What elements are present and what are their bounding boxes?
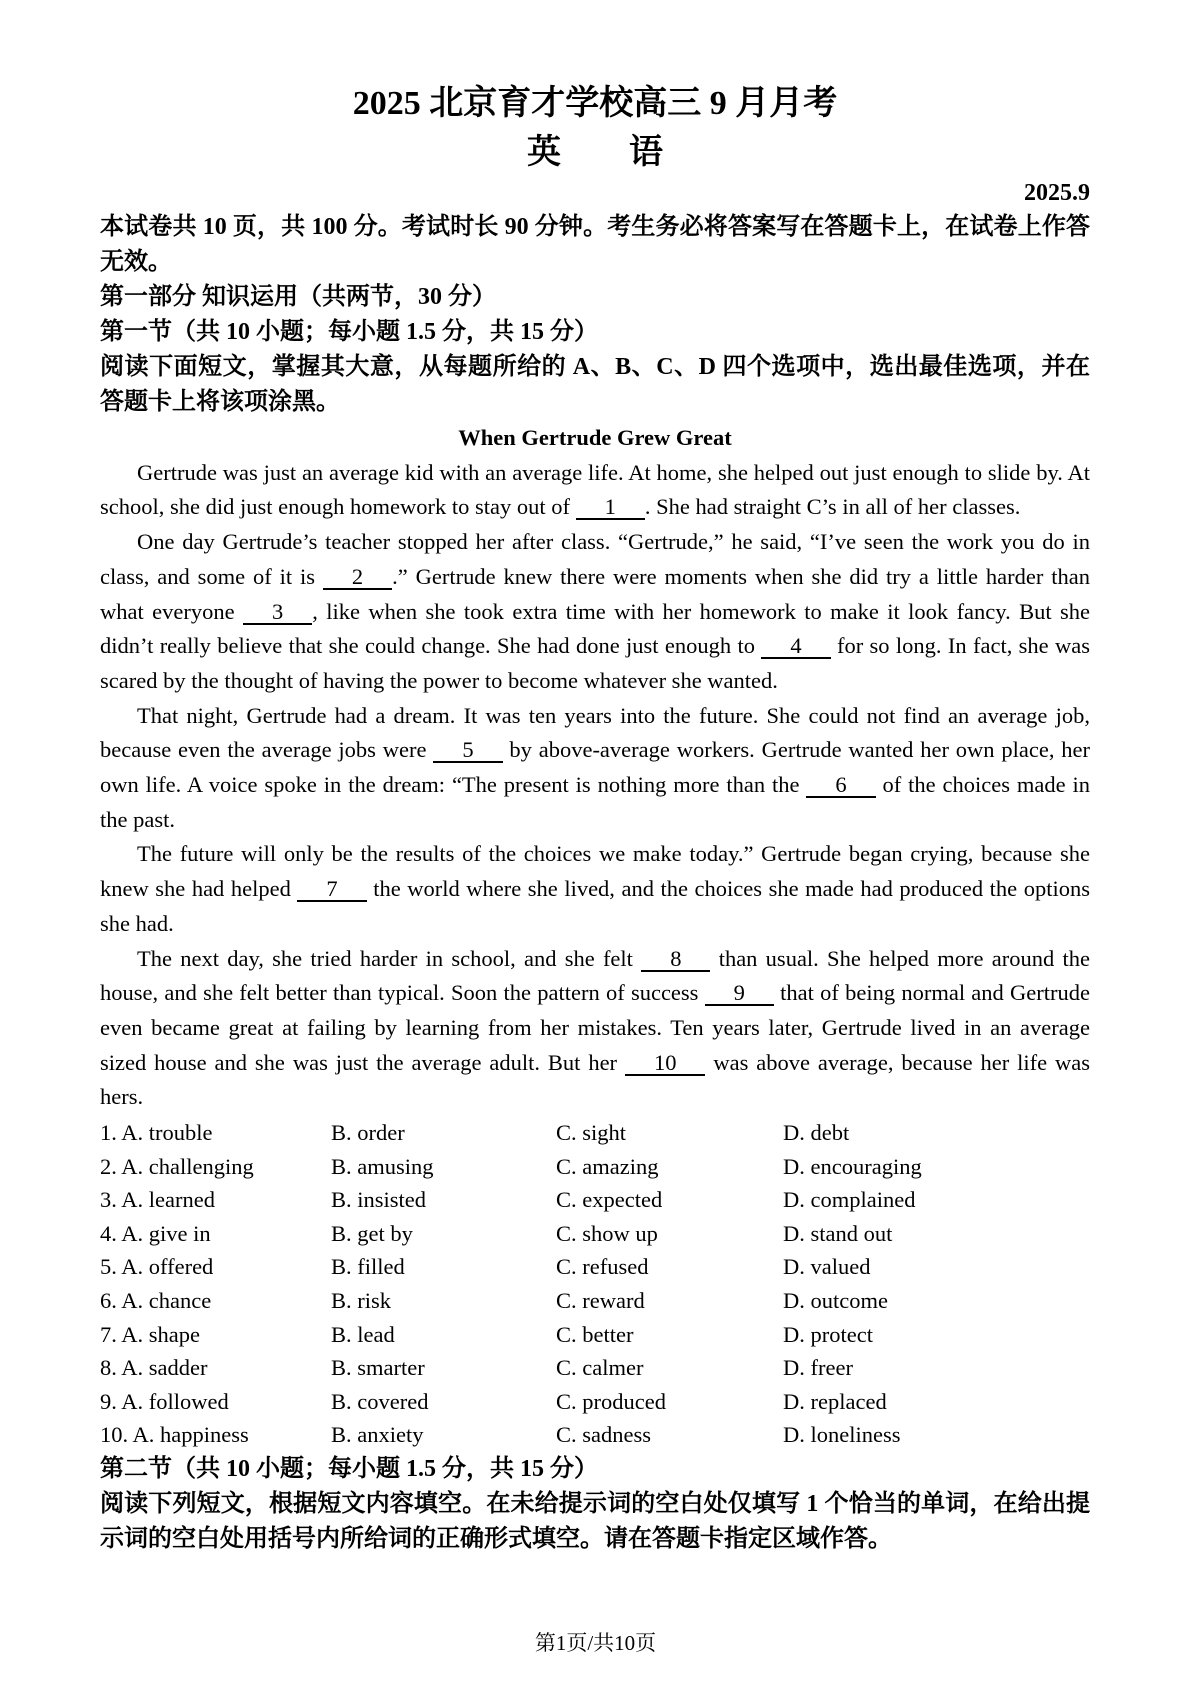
option-cell: D. protect [783, 1321, 873, 1347]
option-cell: B. lead [331, 1321, 395, 1347]
passage-paragraph: The next day, she tried harder in school, and she felt 8 than usual. She helped more around the house, and she felt better than typical. Soon the pattern of success 9 that of being normal and Gertrude even became great at failing by learning from her mistakes. Ten years later, Gertrude lived in an average sized house and she was just the average adult. But her 10 was above average, because her life was hers. [100, 945, 1091, 1110]
option-cell: C. expected [556, 1187, 663, 1213]
option-cell: B. anxiety [331, 1422, 424, 1448]
option-cell: 7. A. shape [100, 1321, 200, 1347]
cloze-blank-3: 3 [243, 600, 312, 625]
section1-heading: 第一节（共 10 小题；每小题 1.5 分，共 15 分） [100, 319, 598, 345]
option-cell: 10. A. happiness [100, 1422, 249, 1448]
part1-heading: 第一部分 知识运用（共两节，30 分） [100, 284, 496, 310]
cloze-blank-1: 1 [576, 495, 645, 520]
exam-title: 2025 北京育才学校高三 9 月月考 [352, 85, 838, 122]
passage-paragraph: One day Gertrude’s teacher stopped her after class. “Gertrude,” he said, “I’ve seen the work you do in class, and some of it is 2 .” Gertrude knew there were moments when she did try a little harder than what everyone 3 , like when she took extra time with her homework to make it look fancy. But she didn’t really believe that she could change. She had done just enough to 4 for so long. In fact, she was scared by the thought of having the power to become whatever she wanted. [100, 529, 1091, 693]
option-cell: C. refused [556, 1254, 649, 1280]
option-row [100, 1351, 1090, 1385]
passage-paragraph: That night, Gertrude had a dream. It was ten years into the future. She could not find an average job, because even the average jobs were 5 by above-average workers. Gertrude wanted her own place, her own life. A voice spoke in the dream: “The present is nothing more than the 6 of the choices made in the past. [100, 702, 1091, 832]
option-cell: C. reward [556, 1288, 645, 1314]
option-cell: B. filled [331, 1254, 405, 1280]
section2-directions: 阅读下列短文，根据短文内容填空。在未给提示词的空白处仅填写 1 个恰当的单词，在给出提示词的空白处用括号内所给词的正确形式填空。请在答题卡指定区域作答。 [100, 1491, 1090, 1552]
option-cell: C. show up [556, 1220, 658, 1246]
cloze-passage [100, 456, 1090, 1115]
option-cell: 4. A. give in [100, 1220, 211, 1246]
cloze-blank-4: 4 [761, 634, 830, 659]
option-cell: C. produced [556, 1388, 666, 1414]
option-cell: D. encouraging [783, 1153, 922, 1179]
option-row [100, 1217, 1090, 1251]
exam-date: 2025.9 [1024, 180, 1090, 206]
option-cell: D. loneliness [783, 1422, 901, 1448]
option-cell: C. amazing [556, 1153, 659, 1179]
option-cell: 5. A. offered [100, 1254, 214, 1280]
exam-info: 本试卷共 10 页，共 100 分。考试时长 90 分钟。考生务必将答案写在答题卡上，在试卷上作答无效。 [100, 214, 1090, 275]
option-cell: C. sight [556, 1120, 627, 1146]
option-cell: B. smarter [331, 1355, 425, 1381]
cloze-blank-7: 7 [297, 877, 366, 902]
option-cell: 8. A. sadder [100, 1355, 208, 1381]
option-row [100, 1150, 1090, 1184]
option-cell: B. covered [331, 1388, 429, 1414]
cloze-blank-6: 6 [806, 773, 875, 798]
option-row [100, 1385, 1090, 1419]
option-row [100, 1116, 1090, 1150]
option-cell: B. order [331, 1120, 405, 1146]
option-cell: D. valued [783, 1254, 871, 1280]
option-cell: D. stand out [783, 1220, 893, 1246]
option-cell: B. insisted [331, 1187, 427, 1213]
option-row [100, 1418, 1090, 1452]
option-cell: B. get by [331, 1220, 413, 1246]
section2-heading: 第二节（共 10 小题；每小题 1.5 分，共 15 分） [100, 1456, 598, 1482]
option-cell: C. sadness [556, 1422, 651, 1448]
option-row [100, 1183, 1090, 1217]
option-cell: D. outcome [783, 1288, 888, 1314]
option-cell: D. complained [783, 1187, 916, 1213]
option-cell: B. amusing [331, 1153, 434, 1179]
option-cell: D. debt [783, 1120, 850, 1146]
cloze-blank-8: 8 [641, 947, 710, 972]
option-row [100, 1250, 1090, 1284]
option-cell: 6. A. chance [100, 1288, 212, 1314]
option-cell: D. freer [783, 1355, 853, 1381]
subject-title: 英 语 [527, 134, 663, 171]
option-cell: 2. A. challenging [100, 1153, 254, 1179]
option-cell: 9. A. followed [100, 1388, 229, 1414]
option-cell: 3. A. learned [100, 1187, 215, 1213]
cloze-blank-2: 2 [323, 565, 392, 590]
option-cell: D. replaced [783, 1388, 887, 1414]
passage-paragraph: Gertrude was just an average kid with an average life. At home, she helped out just enough to slide by. At school, she did just enough homework to stay out of 1 . She had straight C’s in all of her classes. [100, 459, 1090, 520]
cloze-blank-9: 9 [705, 981, 774, 1006]
cloze-options-table [100, 1116, 1090, 1452]
cloze-blank-5: 5 [433, 738, 502, 763]
page-footer: 第1页/共10页 [534, 1631, 657, 1655]
passage-title: When Gertrude Grew Great [458, 425, 732, 450]
option-cell: 1. A. trouble [100, 1120, 213, 1146]
option-cell: C. better [556, 1321, 634, 1347]
passage-paragraph: The future will only be the results of the choices we make today.” Gertrude began crying, because she knew she had helped 7 the world where she lived, and the choices she made had produced the options she had. [100, 841, 1090, 936]
option-row [100, 1318, 1090, 1352]
cloze-blank-10: 10 [625, 1051, 706, 1076]
option-row [100, 1284, 1090, 1318]
option-cell: C. calmer [556, 1355, 644, 1381]
option-cell: B. risk [331, 1288, 392, 1314]
section1-directions: 阅读下面短文，掌握其大意，从每题所给的 A、B、C、D 四个选项中，选出最佳选项，并在答题卡上将该项涂黑。 [100, 354, 1090, 415]
